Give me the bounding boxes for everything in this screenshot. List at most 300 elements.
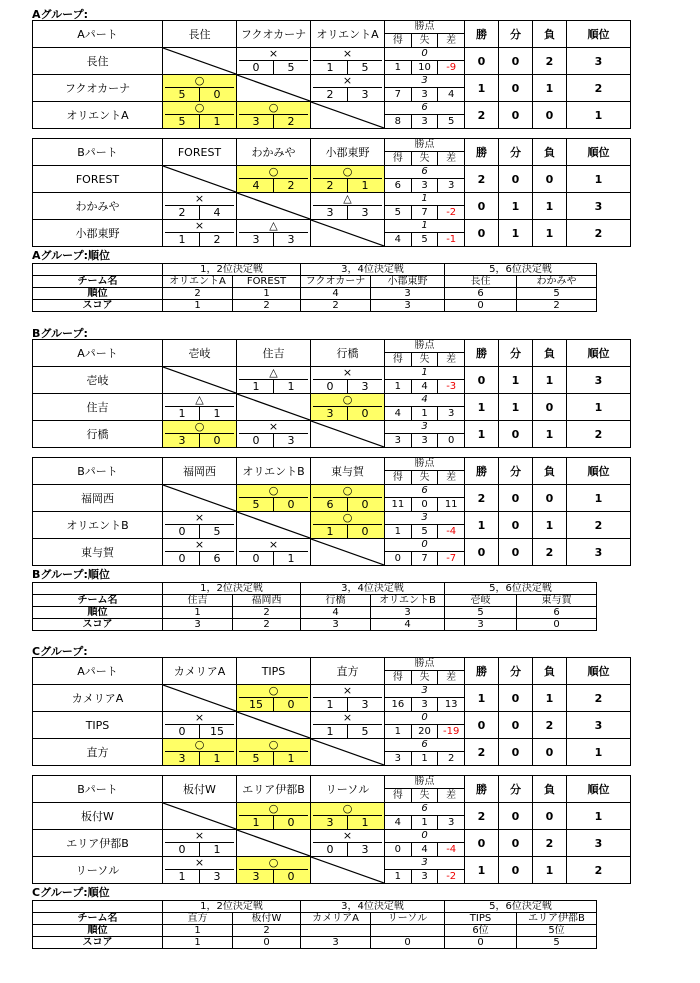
result-mark: × (313, 367, 382, 380)
table-row (33, 712, 631, 739)
wins-value: 1 (465, 421, 499, 448)
match-score: 0 (199, 434, 234, 447)
match-score: 1 (273, 380, 308, 393)
table-row (33, 193, 631, 220)
league-table (32, 339, 631, 448)
match-score: 5 (199, 525, 234, 538)
points-value: 1 (385, 220, 464, 233)
match-score: 0 (273, 870, 308, 883)
league-table (32, 657, 631, 766)
playoff-header: 3，4位決定戦 (301, 583, 445, 595)
points-value: 3 (385, 75, 464, 88)
match-score: 0 (273, 698, 308, 711)
points-title: 勝点 (385, 776, 464, 789)
loss-header: 負 (533, 340, 567, 367)
points-header (385, 139, 465, 166)
part-name: Bパート (33, 458, 163, 485)
result-mark: △ (313, 193, 382, 206)
result-mark: × (165, 857, 234, 870)
losses-value: 1 (533, 75, 567, 102)
ranking-row (33, 276, 597, 288)
match-result-cell (237, 367, 311, 394)
team-name: 東与賀 (33, 539, 163, 566)
ranking-title: Bグループ:順位 (32, 568, 110, 581)
losses-value: 0 (533, 485, 567, 512)
match-score: 3 (178, 434, 186, 447)
points-value: 6 (385, 102, 464, 115)
rank-value: 2 (567, 512, 631, 539)
goals-gd: -2 (437, 870, 464, 883)
goals-gf: 0 (394, 844, 402, 855)
points-value: 6 (385, 803, 464, 816)
diagonal-cell (237, 512, 311, 539)
rank-header: 順位 (567, 658, 631, 685)
draw-header: 分 (499, 21, 533, 48)
match-score: 3 (252, 870, 260, 883)
losses-value: 1 (533, 685, 567, 712)
points-cell (385, 220, 465, 247)
losses-value: 0 (533, 394, 567, 421)
match-score: 0 (199, 88, 234, 101)
ranking-rank: 3 (371, 607, 445, 619)
opponent-header: オリエントA (311, 21, 385, 48)
points-header (385, 458, 465, 485)
match-score: 1 (252, 816, 260, 829)
result-mark: × (239, 48, 308, 61)
ranking-score: 3 (301, 937, 371, 949)
match-score: 2 (273, 115, 308, 128)
ranking-rank: 5位 (517, 925, 597, 937)
part-name: Aパート (33, 658, 163, 685)
points-value: 6 (385, 739, 464, 752)
ranking-row (33, 619, 597, 631)
match-result-cell (163, 220, 237, 247)
diagonal-cell (237, 75, 311, 102)
ranking-score: 4 (371, 619, 445, 631)
result-mark: × (313, 75, 382, 88)
table-row (33, 102, 631, 129)
opponent-header: オリエントB (237, 458, 311, 485)
points-subheader: 得 (392, 153, 403, 164)
points-value: 1 (385, 367, 464, 380)
ranking-label: 順位 (33, 925, 163, 937)
ranking-rank: 6 (517, 607, 597, 619)
playoff-header: 1，2位決定戦 (163, 583, 301, 595)
ranking-rank: 1 (163, 607, 233, 619)
goals-gf: 1 (394, 62, 402, 73)
draws-value: 0 (499, 166, 533, 193)
ranking-table (32, 263, 597, 312)
points-cell (385, 803, 465, 830)
match-score: 0 (252, 552, 260, 565)
ranking-team: オリエントA (163, 276, 233, 288)
points-cell (385, 48, 465, 75)
match-score: 0 (252, 434, 260, 447)
goals-ga: 4 (411, 380, 438, 393)
goals-ga: 1 (411, 816, 438, 829)
points-value: 0 (385, 830, 464, 843)
diagonal-cell (311, 857, 385, 884)
points-subheader: 差 (437, 34, 464, 47)
league-table (32, 457, 631, 566)
wins-value: 1 (465, 394, 499, 421)
points-header (385, 776, 465, 803)
ranking-corner (33, 583, 163, 595)
match-result-cell (237, 803, 311, 830)
match-result-cell (237, 220, 311, 247)
result-mark: ○ (239, 739, 308, 752)
group-title: Bグループ: (32, 327, 88, 340)
team-name: 直方 (33, 739, 163, 766)
draw-header: 分 (499, 776, 533, 803)
rank-value: 2 (567, 685, 631, 712)
ranking-score: 2 (517, 300, 597, 312)
ranking-score: 0 (233, 937, 301, 949)
match-score: 5 (252, 498, 260, 511)
team-name: リーソル (33, 857, 163, 884)
match-score: 0 (347, 407, 382, 420)
match-score: 1 (252, 380, 260, 393)
points-value: 3 (385, 421, 464, 434)
draws-value: 0 (499, 739, 533, 766)
rank-value: 3 (567, 193, 631, 220)
ranking-score: 5 (517, 937, 597, 949)
playoff-header: 1，2位決定戦 (163, 264, 301, 276)
diagonal-cell (237, 193, 311, 220)
match-score: 1 (199, 407, 234, 420)
ranking-team: オリエントB (371, 595, 445, 607)
match-score: 2 (199, 233, 234, 246)
match-score: 3 (326, 206, 334, 219)
loss-header: 負 (533, 658, 567, 685)
table-row (33, 857, 631, 884)
win-header: 勝 (465, 776, 499, 803)
draws-value: 0 (499, 712, 533, 739)
ranking-score: 2 (233, 300, 301, 312)
table-row (33, 539, 631, 566)
goals-ga: 3 (411, 115, 438, 128)
match-result-cell (163, 75, 237, 102)
ranking-score: 0 (445, 300, 517, 312)
draws-value: 0 (499, 102, 533, 129)
match-score: 1 (199, 752, 234, 765)
match-score: 3 (347, 206, 382, 219)
points-cell (385, 394, 465, 421)
ranking-team: 壱岐 (445, 595, 517, 607)
match-result-cell (311, 712, 385, 739)
result-mark: × (313, 830, 382, 843)
points-cell (385, 830, 465, 857)
match-score: 6 (326, 498, 334, 511)
ranking-score: 3 (445, 619, 517, 631)
match-result-cell (163, 712, 237, 739)
match-score: 3 (252, 115, 260, 128)
match-score: 6 (199, 552, 234, 565)
wins-value: 1 (465, 685, 499, 712)
draws-value: 0 (499, 857, 533, 884)
result-mark: ○ (239, 803, 308, 816)
losses-value: 2 (533, 830, 567, 857)
goals-gd: 3 (437, 407, 464, 420)
draws-value: 1 (499, 394, 533, 421)
match-score: 3 (347, 380, 382, 393)
playoff-header: 5，6位決定戦 (445, 901, 597, 913)
goals-gd: 4 (437, 88, 464, 101)
rank-value: 1 (567, 739, 631, 766)
goals-gd: -7 (437, 552, 464, 565)
points-header (385, 340, 465, 367)
wins-value: 2 (465, 102, 499, 129)
match-result-cell (311, 803, 385, 830)
opponent-header: 板付W (163, 776, 237, 803)
draw-header: 分 (499, 458, 533, 485)
ranking-score: 3 (163, 619, 233, 631)
match-result-cell (311, 166, 385, 193)
ranking-score: 1 (163, 937, 233, 949)
goals-gd: -4 (437, 843, 464, 856)
goals-gf: 4 (394, 817, 402, 828)
goals-ga: 1 (411, 407, 438, 420)
match-score: 2 (178, 206, 186, 219)
ranking-row (33, 288, 597, 300)
ranking-team: 東与賀 (517, 595, 597, 607)
part-name: Bパート (33, 776, 163, 803)
loss-header: 負 (533, 139, 567, 166)
match-score: 0 (178, 725, 186, 738)
goals-ga: 3 (411, 434, 438, 447)
result-mark: ○ (239, 166, 308, 179)
rank-header: 順位 (567, 139, 631, 166)
team-name: 小郡東野 (33, 220, 163, 247)
points-subheader: 失 (411, 353, 438, 366)
points-subheader: 差 (437, 152, 464, 165)
opponent-header: 小郡東野 (311, 139, 385, 166)
rank-value: 3 (567, 367, 631, 394)
team-name: 長住 (33, 48, 163, 75)
goals-ga: 7 (411, 552, 438, 565)
ranking-team: 直方 (163, 913, 233, 925)
wins-value: 0 (465, 539, 499, 566)
ranking-team: FOREST (233, 276, 301, 288)
points-subheader: 失 (411, 789, 438, 802)
points-header (385, 658, 465, 685)
opponent-header: リーソル (311, 776, 385, 803)
ranking-rank: 3 (371, 288, 445, 300)
match-score: 0 (326, 380, 334, 393)
goals-gf: 11 (391, 499, 405, 510)
points-subheader: 得 (392, 472, 403, 483)
ranking-rank: 2 (233, 925, 301, 937)
goals-ga: 1 (411, 752, 438, 765)
ranking-score: 2 (233, 619, 301, 631)
ranking-team: 板付W (233, 913, 301, 925)
playoff-header: 5，6位決定戦 (445, 264, 597, 276)
points-cell (385, 485, 465, 512)
wins-value: 2 (465, 803, 499, 830)
match-score: 1 (347, 816, 382, 829)
ranking-score: 1 (163, 300, 233, 312)
match-score: 0 (326, 843, 334, 856)
playoff-header: 3，4位決定戦 (301, 264, 445, 276)
result-mark: ○ (165, 739, 234, 752)
points-value: 0 (385, 712, 464, 725)
points-header (385, 21, 465, 48)
goals-gf: 4 (394, 408, 402, 419)
result-mark: × (165, 193, 234, 206)
ranking-title: Cグループ:順位 (32, 886, 110, 899)
match-result-cell (311, 512, 385, 539)
ranking-score: 2 (301, 300, 371, 312)
wins-value: 2 (465, 739, 499, 766)
draws-value: 0 (499, 512, 533, 539)
match-result-cell (237, 166, 311, 193)
points-value: 3 (385, 512, 464, 525)
result-mark: ○ (165, 75, 234, 88)
ranking-rank: 4 (301, 607, 371, 619)
goals-gf: 1 (394, 726, 402, 737)
playoff-header: 3，4位決定戦 (301, 901, 445, 913)
match-score: 1 (199, 843, 234, 856)
match-result-cell (237, 539, 311, 566)
ranking-score: 0 (445, 937, 517, 949)
opponent-header: TIPS (237, 658, 311, 685)
match-score: 3 (326, 407, 334, 420)
ranking-label: チーム名 (33, 913, 163, 925)
match-score: 4 (199, 206, 234, 219)
result-mark: ○ (165, 421, 234, 434)
goals-ga: 5 (411, 233, 438, 246)
table-row (33, 685, 631, 712)
result-mark: × (313, 48, 382, 61)
points-subheader: 差 (437, 353, 464, 366)
ranking-score: 3 (371, 300, 445, 312)
goals-gd: -19 (437, 725, 464, 738)
match-score: 5 (178, 88, 186, 101)
ranking-corner (33, 264, 163, 276)
rank-value: 1 (567, 166, 631, 193)
result-mark: × (165, 712, 234, 725)
diagonal-cell (163, 166, 237, 193)
goals-ga: 5 (411, 525, 438, 538)
losses-value: 1 (533, 193, 567, 220)
losses-value: 1 (533, 220, 567, 247)
ranking-label: スコア (33, 937, 163, 949)
result-mark: ○ (313, 803, 382, 816)
draws-value: 0 (499, 75, 533, 102)
goals-gf: 7 (394, 89, 402, 100)
result-mark: × (313, 685, 382, 698)
opponent-header: 住吉 (237, 340, 311, 367)
result-mark: △ (165, 394, 234, 407)
losses-value: 0 (533, 166, 567, 193)
match-result-cell (163, 739, 237, 766)
match-result-cell (163, 512, 237, 539)
opponent-header: 福岡西 (163, 458, 237, 485)
opponent-header: 直方 (311, 658, 385, 685)
losses-value: 0 (533, 739, 567, 766)
ranking-rank (371, 925, 445, 937)
match-score: 1 (326, 698, 334, 711)
result-mark: × (165, 539, 234, 552)
ranking-rank: 6 (445, 288, 517, 300)
opponent-header: エリア伊都B (237, 776, 311, 803)
match-result-cell (237, 739, 311, 766)
match-score: 5 (347, 61, 382, 74)
team-name: 行橋 (33, 421, 163, 448)
points-value: 6 (385, 166, 464, 179)
match-score: 3 (178, 752, 186, 765)
points-subheader: 失 (411, 152, 438, 165)
draws-value: 0 (499, 539, 533, 566)
match-result-cell (311, 685, 385, 712)
win-header: 勝 (465, 458, 499, 485)
playoff-header: 1，2位決定戦 (163, 901, 301, 913)
points-cell (385, 102, 465, 129)
draws-value: 0 (499, 685, 533, 712)
ranking-rank (301, 925, 371, 937)
ranking-label: スコア (33, 300, 163, 312)
goals-gf: 3 (394, 753, 402, 764)
opponent-header: カメリアA (163, 658, 237, 685)
ranking-row (33, 595, 597, 607)
draws-value: 0 (499, 421, 533, 448)
diagonal-cell (237, 830, 311, 857)
diagonal-cell (237, 712, 311, 739)
goals-gf: 8 (394, 116, 402, 127)
team-name: 壱岐 (33, 367, 163, 394)
goals-ga: 0 (411, 498, 438, 511)
goals-gf: 0 (394, 553, 402, 564)
draws-value: 1 (499, 220, 533, 247)
group-title: Cグループ: (32, 645, 88, 658)
points-cell (385, 421, 465, 448)
points-subheader: 差 (437, 671, 464, 684)
match-result-cell (237, 102, 311, 129)
league-table (32, 20, 631, 129)
points-subheader: 得 (392, 790, 403, 801)
diagonal-cell (311, 539, 385, 566)
ranking-rank: 1 (163, 925, 233, 937)
points-cell (385, 75, 465, 102)
team-name: TIPS (33, 712, 163, 739)
ranking-label: 順位 (33, 288, 163, 300)
table-row (33, 830, 631, 857)
goals-gd: -4 (437, 525, 464, 538)
rank-value: 2 (567, 421, 631, 448)
match-result-cell (311, 830, 385, 857)
result-mark: ○ (239, 485, 308, 498)
ranking-label: チーム名 (33, 276, 163, 288)
match-score: 0 (347, 498, 382, 511)
ranking-team: TIPS (445, 913, 517, 925)
match-score: 2 (326, 88, 334, 101)
match-result-cell (163, 539, 237, 566)
result-mark: ○ (239, 857, 308, 870)
match-score: 1 (178, 870, 186, 883)
ranking-team: フクオカーナ (301, 276, 371, 288)
team-name: 住吉 (33, 394, 163, 421)
part-name: Aパート (33, 340, 163, 367)
rank-header: 順位 (567, 21, 631, 48)
match-score: 5 (178, 115, 186, 128)
ranking-corner (33, 901, 163, 913)
match-score: 1 (347, 179, 382, 192)
draw-header: 分 (499, 658, 533, 685)
match-result-cell (163, 857, 237, 884)
rank-value: 1 (567, 394, 631, 421)
table-row (33, 803, 631, 830)
table-row (33, 367, 631, 394)
